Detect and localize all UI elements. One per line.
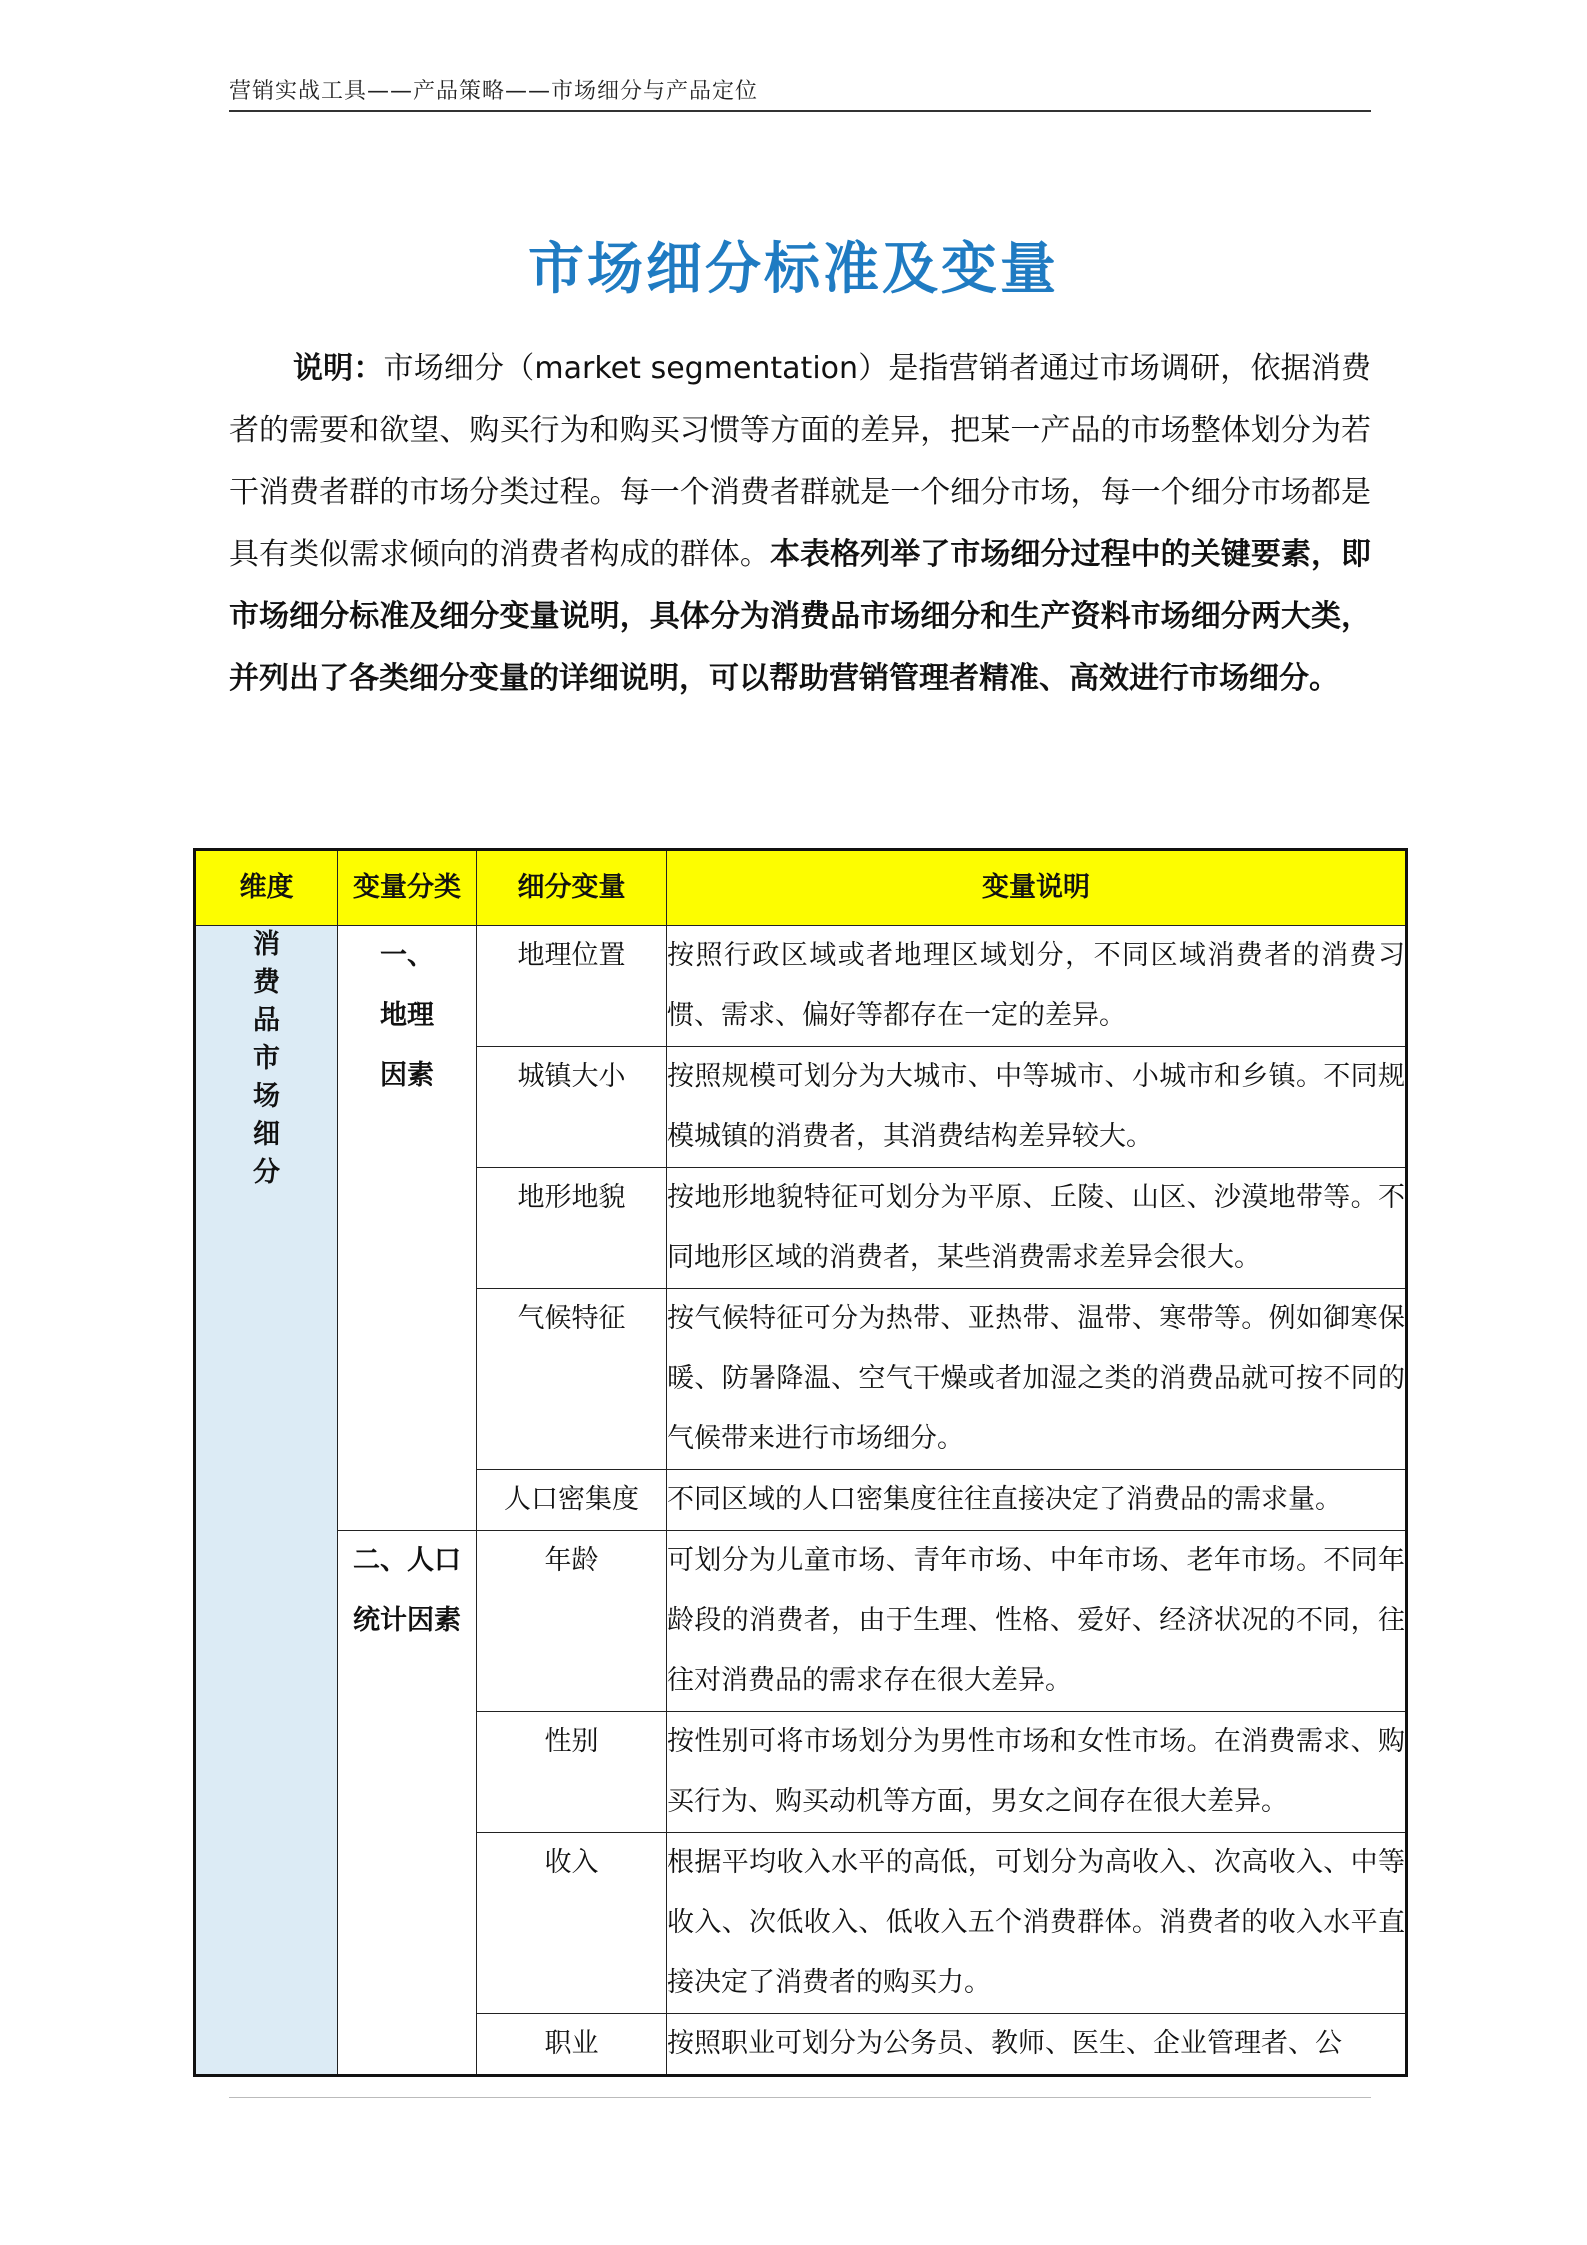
page-title: 市场细分标准及变量 [528,237,1059,302]
variable-cell: 地形地貌 [477,1168,667,1289]
footer-rule [229,2097,1371,2098]
variable-cell: 职业 [477,2014,667,2076]
dimension-label: 消费品市场细分 [253,929,280,1188]
intro-paragraph [229,338,1371,710]
intro-plain-text: 市场细分（market segmentation）是指营销者通过市场调研，依据消费者的需要和欲望、购买行为和购买习惯等方面的差异，把某一产品的市场整体划分为若干消费者群的市场分类过程。每一个消费者群就是一个细分市场，每一个细分市场都是具有类似需求倾向的消费者构成的群体。 [229,351,1372,572]
variable-cell: 收入 [477,1833,667,2014]
dimension-cell [195,926,338,2076]
description-cell: 可划分为儿童市场、青年市场、中年市场、老年市场。不同年龄段的消费者，由于生理、性格、爱好、经济状况的不同，往往对消费品的需求存在很大差异。 [667,1531,1407,1712]
variable-cell: 气候特征 [477,1289,667,1470]
description-cell: 不同区域的人口密集度往往直接决定了消费品的需求量。 [667,1470,1407,1531]
header-description: 变量说明 [667,850,1407,926]
segmentation-table [193,848,1408,2077]
category-label: 二、人口统计因素 [353,1545,461,1636]
description-cell: 按照行政区域或者地理区域划分，不同区域消费者的消费习惯、需求、偏好等都存在一定的差异。 [667,926,1407,1047]
variable-cell: 性别 [477,1712,667,1833]
description-cell: 按气候特征可分为热带、亚热带、温带、寒带等。例如御寒保暖、防暑降温、空气干燥或者加湿之类的消费品就可按不同的气候带来进行市场细分。 [667,1289,1407,1470]
variable-cell: 年龄 [477,1531,667,1712]
description-cell: 根据平均收入水平的高低，可划分为高收入、次高收入、中等收入、次低收入、低收入五个消费群体。消费者的收入水平直接决定了消费者的购买力。 [667,1833,1407,2014]
header-variable: 细分变量 [477,850,667,926]
variable-cell: 城镇大小 [477,1047,667,1168]
header-rule [229,110,1371,112]
description-cell: 按地形地貌特征可划分为平原、丘陵、山区、沙漠地带等。不同地形区域的消费者，某些消费需求差异会很大。 [667,1168,1407,1289]
category-label: 一、地理因素 [380,940,434,1091]
category-cell-demographics [338,1531,477,2076]
header-dimension: 维度 [195,850,338,926]
category-cell-geography [338,926,477,1531]
description-cell: 按照职业可划分为公务员、教师、医生、企业管理者、公 [667,2014,1407,2076]
table-row [195,926,1407,1047]
variable-cell: 人口密集度 [477,1470,667,1531]
variable-cell: 地理位置 [477,926,667,1047]
intro-bold-text: 本表格列举了市场细分过程中的关键要素，即市场细分标准及细分变量说明，具体分为消费品市场细分和生产资料市场细分两大类，并列出了各类细分变量的详细说明，可以帮助营销管理者精准、高效进行市场细分。 [229,537,1372,696]
table-header-row [195,850,1407,926]
running-header: 营销实战工具——产品策略——市场细分与产品定位 [229,79,759,104]
description-cell: 按照规模可划分为大城市、中等城市、小城市和乡镇。不同规模城镇的消费者，其消费结构差异较大。 [667,1047,1407,1168]
intro-label: 说明： [293,351,384,386]
description-cell: 按性别可将市场划分为男性市场和女性市场。在消费需求、购买行为、购买动机等方面，男女之间存在很大差异。 [667,1712,1407,1833]
header-category: 变量分类 [338,850,477,926]
table-row [195,1531,1407,1712]
